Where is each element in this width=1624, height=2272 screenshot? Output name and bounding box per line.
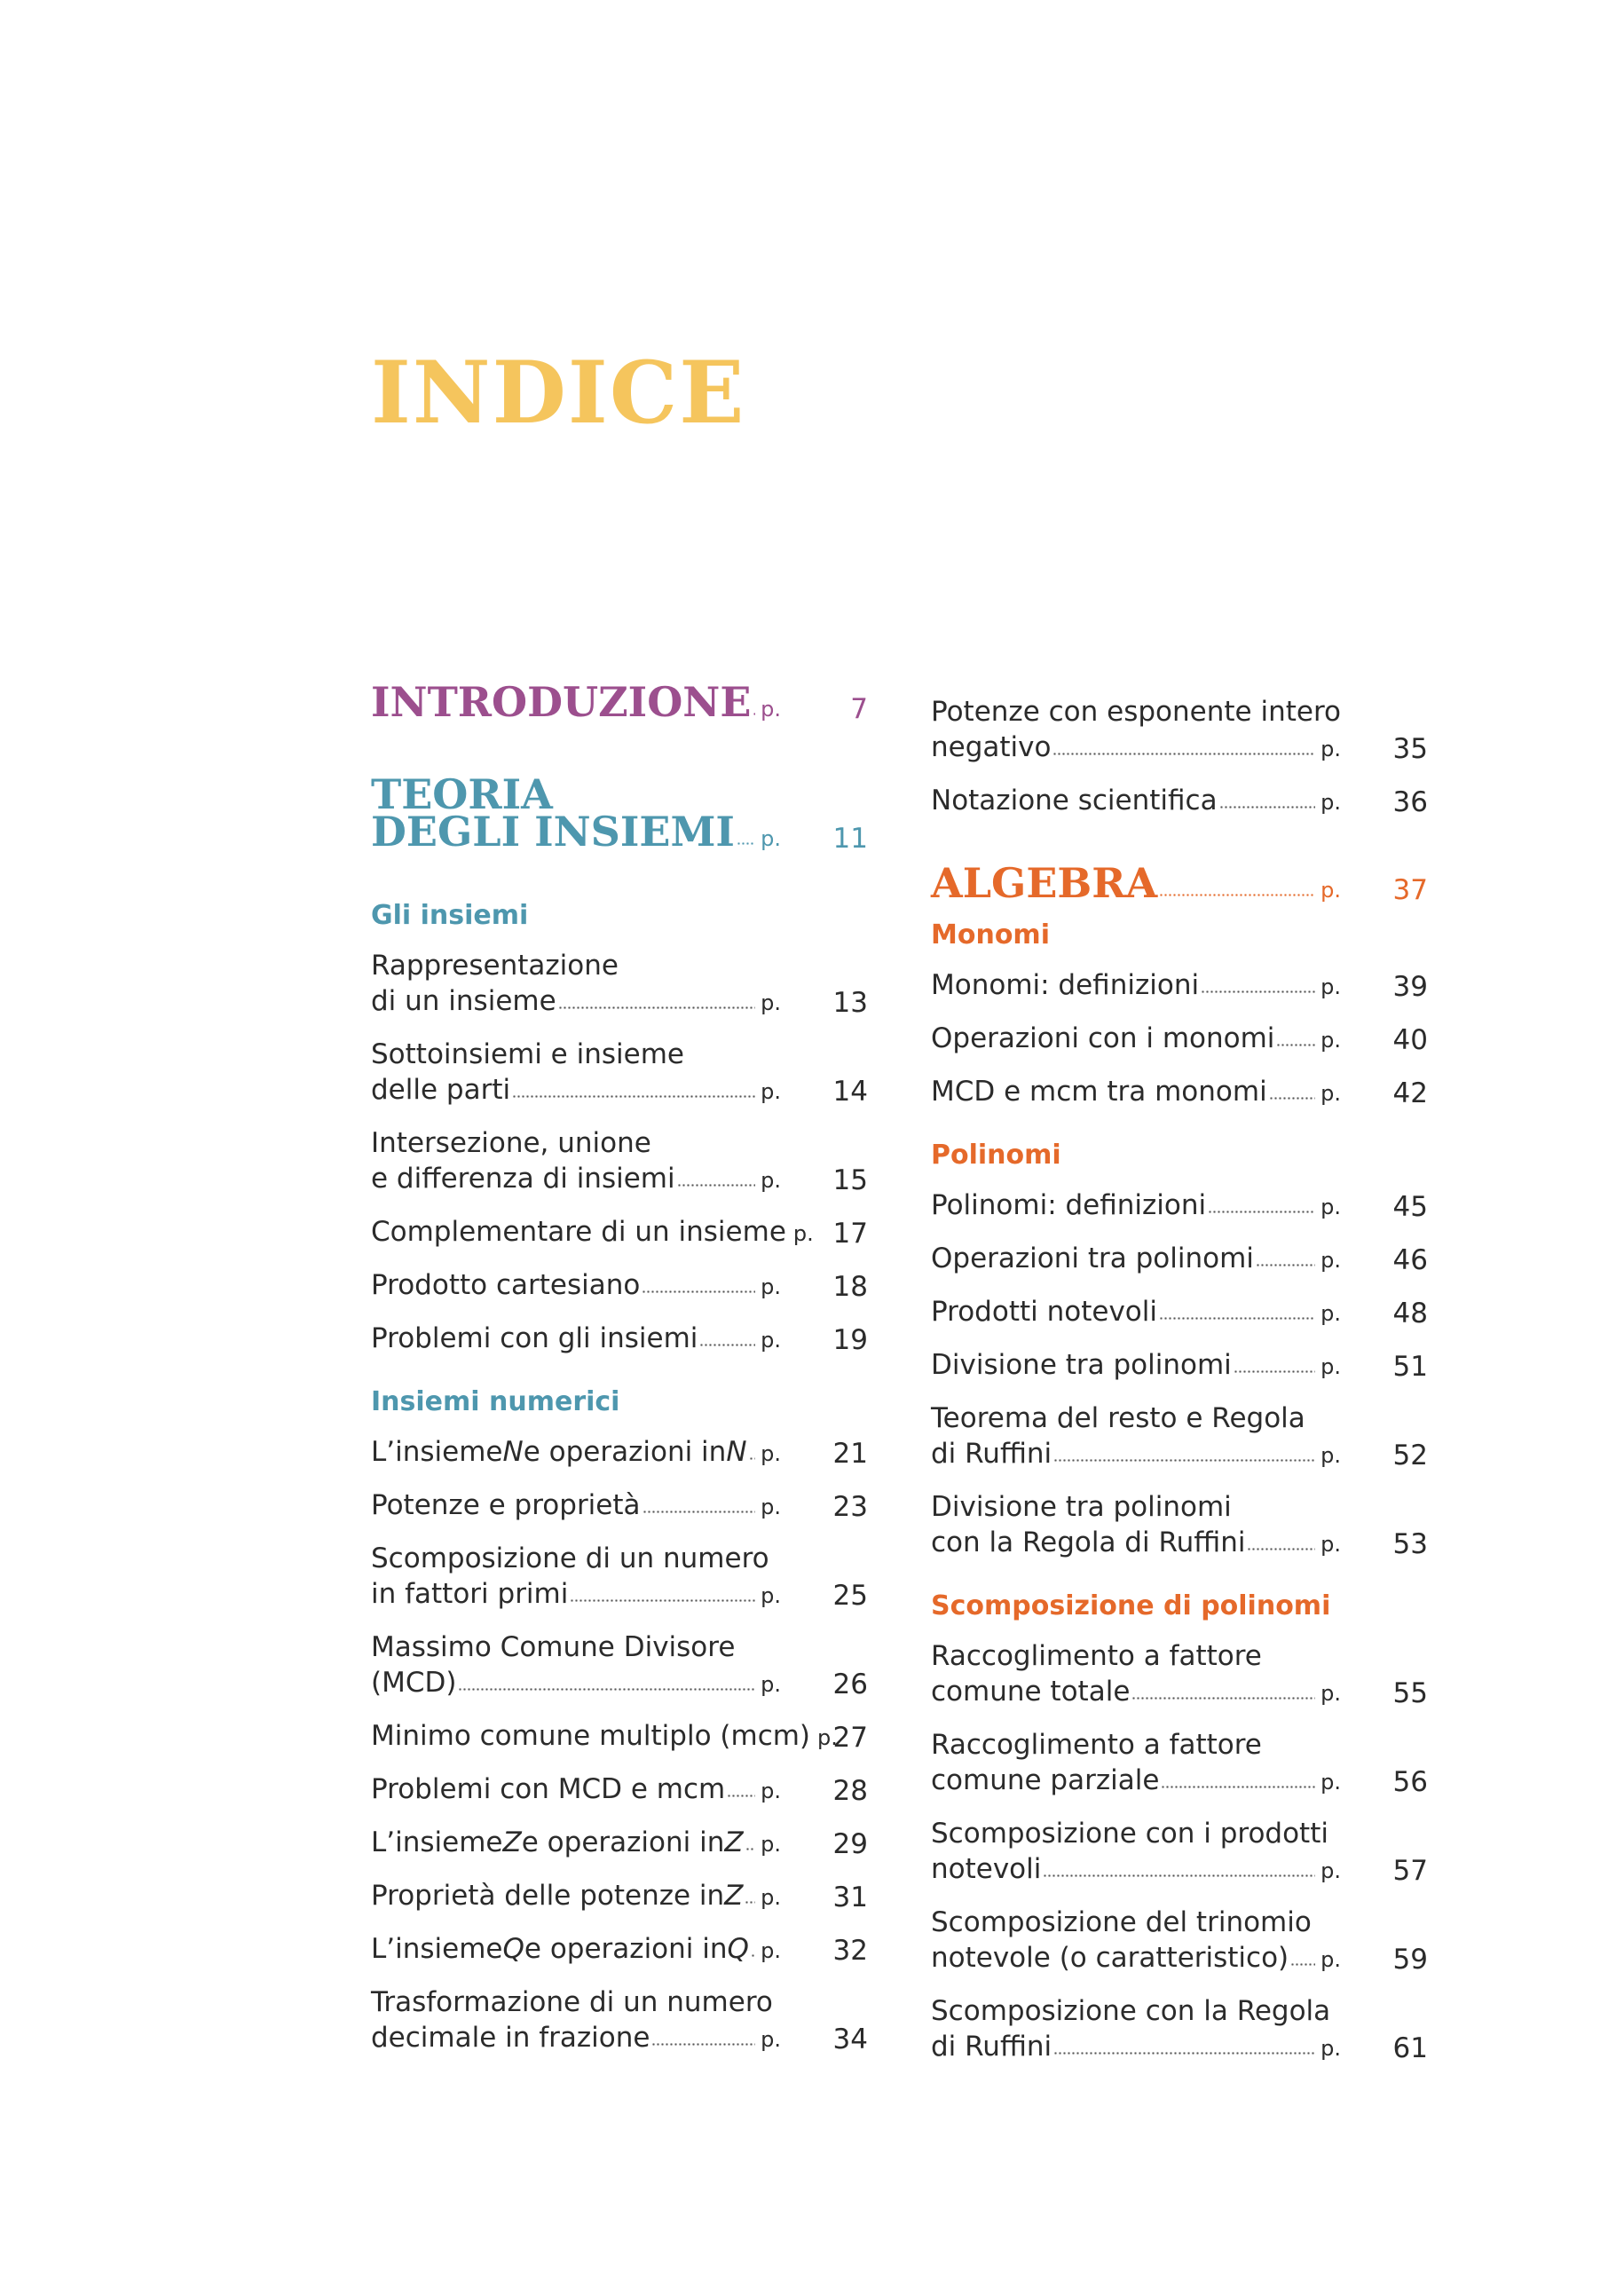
entry-title-line2: Prodotti notevoli: [931, 1296, 1157, 1328]
page-number: 28: [832, 1775, 868, 1807]
page-label: p.: [761, 1938, 781, 1963]
entry-title-line2: MCD e mcm tra monomi: [931, 1076, 1267, 1108]
entry-title-row: [371, 1878, 783, 1915]
entry-title-row: [931, 1294, 1343, 1331]
toc-entry[interactable]: [931, 1727, 1428, 1800]
entry-title-part: e operazioni in: [523, 1436, 727, 1468]
page-number: 46: [1392, 1244, 1428, 1276]
page-number: 11: [832, 823, 868, 855]
entry-title-row: [371, 2020, 783, 2057]
math-variable: Z: [724, 1880, 744, 1912]
toc-entry[interactable]: [931, 1489, 1428, 1562]
entry-title-row: [931, 1525, 1343, 1562]
math-variable: N: [502, 1436, 524, 1468]
toc-entry[interactable]: [371, 1878, 868, 1915]
page-label: p.: [1320, 737, 1341, 761]
entry-title-line1: Teorema del resto e Regola: [931, 1402, 1305, 1434]
entry-title-row: [931, 1347, 1343, 1384]
page-label: p.: [761, 1274, 781, 1299]
dot-leader: [727, 1792, 755, 1798]
dot-leader: [1053, 2049, 1315, 2055]
entry-title-row: [371, 1267, 783, 1305]
entry-title-row: [371, 1931, 783, 1968]
entry-title-row: [371, 1072, 783, 1109]
page-label: p.: [761, 1832, 781, 1857]
entry-title-line1: Rappresentazione: [371, 950, 619, 982]
page-number: 27: [832, 1722, 868, 1754]
subsection-heading-polinomi: Polinomi: [931, 1140, 1061, 1171]
entry-title-row: [371, 983, 783, 1021]
math-variable: Q: [502, 1933, 524, 1965]
dot-leader: [512, 1093, 755, 1099]
entry-title-line2: notevole (o caratteristico): [931, 1942, 1289, 1974]
dot-leader: [1290, 1960, 1315, 1967]
entry-title-row: [931, 1021, 1343, 1058]
section-title-line1: TEORIA: [371, 770, 553, 818]
page-label: p.: [761, 1779, 781, 1803]
entry-title-line1: Trasformazione di un numero: [371, 1986, 773, 2018]
toc-entry[interactable]: [931, 1241, 1428, 1278]
entry-title-row: [371, 1825, 783, 1862]
entry-title-line2: Problemi con gli insiemi: [371, 1322, 698, 1354]
section-title: INTRODUZIONE: [371, 678, 752, 726]
entry-title-line2: e differenza di insiemi: [371, 1163, 675, 1195]
entry-title-line2: di Ruffini: [931, 2031, 1052, 2063]
entry-title-line2: Complementare di un insieme: [371, 1216, 786, 1248]
toc-list-polinomi: [931, 1187, 1428, 1562]
page-label: p.: [1320, 1947, 1341, 1972]
entry-title-line1: Scomposizione con i prodotti: [931, 1818, 1328, 1850]
toc-entry[interactable]: [371, 1267, 868, 1305]
page-label: p.: [1320, 2036, 1341, 2061]
page-label: p.: [1320, 790, 1341, 815]
toc-entry[interactable]: [931, 1905, 1428, 1977]
toc-entry[interactable]: [371, 1214, 868, 1251]
section-title: ALGEBRA: [931, 859, 1158, 907]
dot-leader: [1256, 1261, 1315, 1267]
dot-leader: [1234, 1368, 1315, 1374]
page-label: p.: [1320, 1443, 1341, 1468]
entry-title-line2: Monomi: definizioni: [931, 969, 1200, 1001]
page-number: 15: [832, 1164, 868, 1196]
entry-title-line2: di Ruffini: [931, 1438, 1052, 1470]
entry-title-line2: Problemi con MCD e mcm: [371, 1773, 726, 1805]
dot-leader: [1201, 988, 1315, 994]
page-number: 42: [1392, 1077, 1428, 1109]
dot-leader: [651, 2040, 755, 2047]
entry-title-row: [931, 1851, 1343, 1889]
entry-title-line2: Divisione tra polinomi: [931, 1349, 1232, 1381]
page-number: 37: [1392, 874, 1428, 906]
toc-list-potenze: [931, 694, 1428, 820]
section-introduzione[interactable]: [371, 678, 868, 728]
page-number: 51: [1392, 1351, 1428, 1383]
page-label: p.: [1320, 1532, 1341, 1557]
page-number: 36: [1392, 786, 1428, 818]
math-variable: N: [726, 1436, 747, 1468]
page-number: 19: [832, 1324, 868, 1356]
entry-title-row: [931, 1763, 1343, 1800]
page-label: p.: [761, 1672, 781, 1697]
page-number: 59: [1392, 1944, 1428, 1976]
entry-title-line2: di un insieme: [371, 985, 556, 1017]
math-variable: Q: [727, 1933, 749, 1965]
page-label: p.: [761, 826, 781, 851]
entry-title-line2: delle parti: [371, 1074, 511, 1106]
dot-leader: [751, 1952, 755, 1958]
entry-title-line1: Scomposizione del trinomio: [931, 1906, 1312, 1938]
entry-title-line2: (MCD): [371, 1667, 457, 1699]
entry-title-line2: con la Regola di Ruffini: [931, 1526, 1246, 1558]
dot-leader: [1053, 1456, 1315, 1463]
page-number: 57: [1392, 1855, 1428, 1887]
page-label: p.: [761, 1168, 781, 1193]
entry-title-row: [931, 967, 1343, 1005]
toc-list-monomi: [931, 967, 1428, 1111]
entry-title-row: [931, 783, 1343, 820]
entry-title-row: [931, 1674, 1343, 1711]
entry-title-line2: in fattori primi: [371, 1578, 569, 1610]
toc-entry[interactable]: [371, 1541, 868, 1613]
page-number: 25: [832, 1580, 868, 1612]
page-label: p.: [817, 1725, 838, 1750]
entry-title-row: [931, 1436, 1343, 1473]
entry-title-line1: Scomposizione con la Regola: [931, 1995, 1331, 2027]
page-label: p.: [1320, 1681, 1341, 1706]
dot-leader: [677, 1181, 756, 1187]
page-label: p.: [1320, 1195, 1341, 1219]
dot-leader: [753, 710, 755, 716]
entry-title-row: [371, 1161, 783, 1198]
entry-title-part: e operazioni in: [524, 1933, 728, 1965]
page-label: p.: [761, 1495, 781, 1519]
entry-title-line2: Notazione scientifica: [931, 785, 1218, 816]
entry-title-line2: notevoli: [931, 1853, 1042, 1885]
section-title-line2: DEGLI INSIEMI: [371, 808, 735, 856]
subsection-heading-insiemi-numerici: Insiemi numerici: [371, 1386, 620, 1417]
toc-entry[interactable]: [371, 1825, 868, 1862]
entry-title-row: [371, 1718, 838, 1755]
page-number: 14: [832, 1076, 868, 1108]
page-label: p.: [1320, 878, 1341, 903]
page-number: 34: [832, 2024, 868, 2055]
page-label: p.: [1320, 1770, 1341, 1795]
entry-title-line1: Potenze con esponente intero: [931, 696, 1341, 728]
entry-title-row: [931, 1074, 1343, 1111]
dot-leader: [1043, 1872, 1315, 1878]
entry-title-part: e operazioni in: [521, 1826, 725, 1858]
page-number: 21: [832, 1438, 868, 1470]
page-number: 61: [1392, 2032, 1428, 2064]
dot-leader: [1219, 803, 1316, 809]
page-label: p.: [1320, 1028, 1341, 1053]
entry-title-row: [371, 1214, 814, 1251]
page-number: 7: [850, 693, 868, 725]
dot-leader: [1269, 1094, 1315, 1100]
page-number: 13: [832, 987, 868, 1019]
dot-leader: [1161, 1783, 1315, 1789]
toc-entry[interactable]: [371, 1037, 868, 1109]
page-label: p.: [792, 1221, 814, 1246]
section-teoria-degli-insiemi[interactable]: [371, 770, 868, 857]
dot-leader: [737, 840, 755, 846]
entry-title-row: [371, 1321, 783, 1358]
entry-title-row: [931, 1187, 1343, 1225]
math-variable: Z: [502, 1826, 522, 1858]
dot-leader: [1247, 1545, 1315, 1551]
entry-title-part: L’insieme: [371, 1436, 503, 1468]
toc-entry[interactable]: [371, 948, 868, 1021]
dot-leader: [1208, 1208, 1315, 1214]
entry-title-line1: Massimo Comune Divisore: [371, 1631, 736, 1663]
page-label: p.: [1320, 974, 1341, 999]
dot-leader: [745, 1845, 756, 1851]
toc-left-column: [371, 678, 868, 2073]
page-label: p.: [761, 1328, 781, 1353]
dot-leader: [570, 1597, 755, 1603]
toc-entry[interactable]: [371, 1434, 868, 1471]
entry-title-line1: Sottoinsiemi e insieme: [371, 1038, 684, 1070]
entry-title-part: L’insieme: [371, 1933, 503, 1965]
toc-entry[interactable]: [931, 967, 1428, 1005]
dot-leader: [1159, 1314, 1315, 1321]
entry-title-line1: Scomposizione di un numero: [371, 1542, 769, 1574]
dot-leader: [642, 1288, 755, 1294]
toc-entry[interactable]: [931, 783, 1428, 820]
toc-list-scomposizione: [931, 1638, 1428, 2066]
page-number: 18: [832, 1271, 868, 1303]
page-label: p.: [761, 990, 781, 1015]
toc-entry[interactable]: [371, 1771, 868, 1809]
entry-title-line2: Operazioni tra polinomi: [931, 1242, 1254, 1274]
toc-entry[interactable]: [931, 1294, 1428, 1331]
toc-entry[interactable]: [931, 1400, 1428, 1473]
page-label: p.: [761, 1441, 781, 1466]
toc-entry[interactable]: [371, 1321, 868, 1358]
page-label: p.: [1320, 1354, 1341, 1379]
math-variable: Z: [724, 1826, 744, 1858]
dot-leader: [749, 1455, 756, 1461]
entry-title-line2: comune parziale: [931, 1764, 1160, 1796]
page-label: p.: [761, 2027, 781, 2052]
toc-entry[interactable]: [931, 1187, 1428, 1225]
dot-leader: [1131, 1694, 1315, 1700]
subsection-heading-monomi: Monomi: [931, 919, 1050, 951]
entry-title-line1: Intersezione, unione: [371, 1127, 651, 1159]
toc-entry[interactable]: [371, 1125, 868, 1198]
entry-title-line2: Polinomi: definizioni: [931, 1189, 1207, 1221]
subsection-heading-gli-insiemi: Gli insiemi: [371, 900, 529, 931]
toc-right-column: [931, 694, 1428, 2082]
entry-title-row: [371, 1434, 783, 1471]
toc-entry[interactable]: [931, 1074, 1428, 1111]
entry-title-line2: negativo: [931, 731, 1052, 763]
dot-leader: [699, 1341, 755, 1347]
entry-title-line2: Operazioni con i monomi: [931, 1022, 1275, 1054]
page-number: 52: [1392, 1440, 1428, 1471]
entry-title-line1: Raccoglimento a fattore: [931, 1640, 1262, 1672]
toc-entry[interactable]: [931, 1816, 1428, 1889]
entry-title-row: [931, 2029, 1343, 2066]
dot-leader: [458, 1685, 755, 1692]
page-number: 17: [832, 1218, 868, 1250]
page-number: 53: [1392, 1528, 1428, 1560]
page-number: 45: [1392, 1191, 1428, 1223]
page-label: p.: [761, 1583, 781, 1608]
entry-title-row: [931, 1940, 1343, 1977]
entry-title-row: [371, 1665, 783, 1702]
page-label: p.: [1320, 1081, 1341, 1106]
page-number: 39: [1392, 971, 1428, 1003]
dot-leader: [745, 1898, 755, 1905]
entry-title-row: [371, 1771, 783, 1809]
entry-title-row: [371, 1576, 783, 1613]
page-label: p.: [1320, 1858, 1341, 1883]
toc-entry[interactable]: [931, 1638, 1428, 1711]
page-number: 32: [832, 1935, 868, 1967]
toc-entry[interactable]: [371, 1718, 868, 1755]
page-title: INDICE: [371, 343, 746, 443]
subsection-heading-scomposizione: Scomposizione di polinomi: [931, 1590, 1331, 1621]
entry-title-line2: Minimo comune multiplo (mcm): [371, 1720, 811, 1752]
page-number: 31: [832, 1882, 868, 1913]
toc-entry[interactable]: [931, 694, 1428, 767]
entry-title-row: [931, 1241, 1343, 1278]
entry-title-line1: Raccoglimento a fattore: [931, 1729, 1262, 1761]
page-number: 40: [1392, 1024, 1428, 1056]
dot-leader: [1276, 1041, 1315, 1047]
dot-leader: [558, 1004, 755, 1010]
page-number: 23: [832, 1491, 868, 1523]
entry-title-part: L’insieme: [371, 1826, 503, 1858]
page-number: 35: [1392, 733, 1428, 765]
page-number: 26: [832, 1668, 868, 1700]
entry-title-line2: comune totale: [931, 1676, 1131, 1708]
toc-entry[interactable]: [931, 1021, 1428, 1058]
dot-leader: [1052, 750, 1315, 756]
page-number: 48: [1392, 1298, 1428, 1329]
page-label: p.: [761, 697, 781, 722]
toc-entry[interactable]: [371, 1931, 868, 1968]
toc-entry[interactable]: [931, 1347, 1428, 1384]
entry-title-part: Proprietà delle potenze in: [371, 1880, 725, 1912]
entry-title-line1: Divisione tra polinomi: [931, 1491, 1232, 1523]
entry-title-row: [931, 730, 1343, 767]
toc-entry[interactable]: [931, 1993, 1428, 2066]
page-number: 56: [1392, 1766, 1428, 1798]
page-label: p.: [1320, 1301, 1341, 1326]
page-label: p.: [1320, 1248, 1341, 1273]
entry-title-row: [371, 1487, 783, 1525]
toc-entry[interactable]: [371, 1984, 868, 2057]
section-algebra[interactable]: [931, 859, 1428, 909]
dot-leader: [1159, 891, 1315, 897]
entry-title-line2: decimale in frazione: [371, 2022, 650, 2054]
toc-list-gli-insiemi: [371, 948, 868, 1358]
page-number: 55: [1392, 1677, 1428, 1709]
page-label: p.: [761, 1079, 781, 1104]
entry-title-line2: Potenze e proprietà: [371, 1489, 641, 1521]
toc-list-insiemi-numerici: [371, 1434, 868, 2057]
toc-entry[interactable]: [371, 1487, 868, 1525]
dot-leader: [643, 1508, 756, 1514]
entry-title-line2: Prodotto cartesiano: [371, 1269, 641, 1301]
page-number: 29: [832, 1828, 868, 1860]
page-label: p.: [761, 1885, 781, 1910]
toc-entry[interactable]: [371, 1629, 868, 1702]
